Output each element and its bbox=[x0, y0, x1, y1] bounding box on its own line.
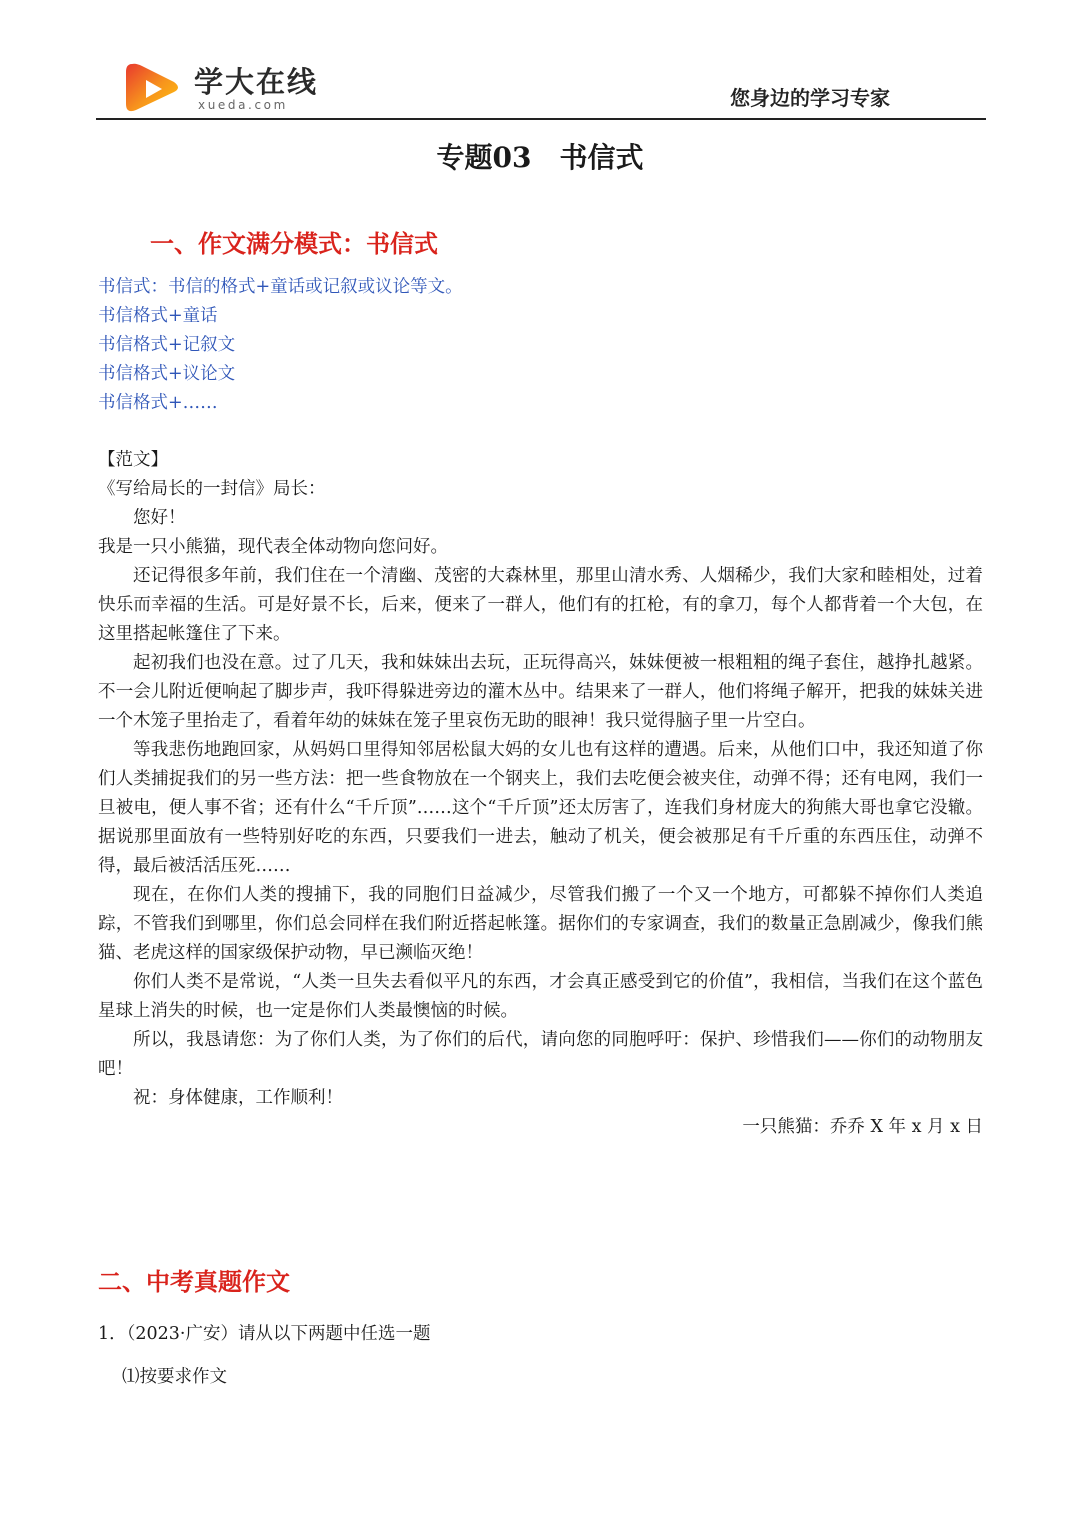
sample-essay bbox=[98, 446, 983, 1142]
essay-paragraph: 你们人类不是常说，“人类一旦失去看似平凡的东西，才会真正感受到它的价值”，我相信，当我们在这个蓝色星球上消失的时候，也一定是你们人类最懊恼的时候。 bbox=[98, 972, 983, 1021]
essay-paragraph: 还记得很多年前，我们住在一个清幽、茂密的大森林里，那里山清水秀、人烟稀少，我们大家和睦相处，过着快乐而幸福的生活。可是好景不长，后来，便来了一群人，他们有的扛枪，有的拿刀，每个人都背着一个大包，在这里搭起帐篷住了下来。 bbox=[98, 566, 983, 644]
essay-label: 【范文】 bbox=[98, 450, 168, 470]
header-slogan: 您身边的学习专家 bbox=[730, 86, 890, 110]
section-heading-2: 二、中考真题作文 bbox=[98, 1267, 290, 1296]
format-list bbox=[98, 273, 988, 418]
page-header bbox=[96, 52, 986, 120]
format-line: 书信格式+议论文 bbox=[98, 364, 236, 384]
section-heading-1: 一、作文满分模式：书信式 bbox=[150, 229, 438, 258]
essay-paragraph: 所以，我恳请您：为了你们人类，为了你们的后代，请向您的同胞呼吁：保护、珍惜我们——你们的动物朋友吧！ bbox=[98, 1030, 983, 1079]
essay-intro: 我是一只小熊猫，现代表全体动物向您问好。 bbox=[98, 537, 448, 557]
essay-greeting: 您好！ bbox=[133, 508, 186, 528]
format-line: 书信式：书信的格式+童话或记叙或议论等文。 bbox=[98, 277, 463, 297]
essay-paragraph: 起初我们也没在意。过了几天，我和妹妹出去玩，正玩得高兴，妹妹便被一根粗粗的绳子套住，越挣扎越紧。不一会儿附近便响起了脚步声，我吓得躲进旁边的灌木丛中。结果来了一群人，他们将绳子解开，把我的妹妹关进一个木笼子里抬走了，看着年幼的妹妹在笼子里哀伤无助的眼神！我只觉得脑子里一片空白。 bbox=[98, 653, 983, 731]
essay-title-line: 《写给局长的一封信》局长： bbox=[98, 479, 326, 499]
brand-domain: xueda.com bbox=[198, 98, 288, 112]
question-1: 1．（2023·广安）请从以下两题中任选一题 bbox=[98, 1324, 431, 1344]
brand-name: 学大在线 bbox=[194, 65, 319, 99]
essay-paragraph: 现在，在你们人类的搜捕下，我的同胞们日益减少，尽管我们搬了一个又一个地方，可都躲不掉你们人类追踪，不管我们到哪里，你们总会同样在我们附近搭起帐篷。据你们的专家调查，我们的数量正急剧减少，像我们熊猫、老虎这样的国家级保护动物，早已濒临灭绝！ bbox=[98, 885, 983, 963]
essay-closing: 祝：身体健康，工作顺利！ bbox=[133, 1088, 343, 1108]
essay-paragraph: 等我悲伤地跑回家，从妈妈口里得知邻居松鼠大妈的女儿也有这样的遭遇。后来，从他们口中，我还知道了你们人类捕捉我们的另一些方法：把一些食物放在一个钢夹上，我们去吃便会被夹住，动弹不得；还有电网，我们一旦被电，便人事不省；还有什么“千斤顶”……这个“千斤顶”还太厉害了，连我们身材庞大的狗熊大哥也拿它没辙。据说那里面放有一些特别好吃的东西，只要我们一进去，触动了机关，便会被那足有千斤重的东西压住，动弹不得，最后被活活压死…… bbox=[98, 740, 983, 876]
format-line: 书信格式+…… bbox=[98, 393, 218, 413]
format-line: 书信格式+记叙文 bbox=[98, 335, 236, 355]
xueda-logo-icon bbox=[122, 60, 186, 116]
question-1-sub: ⑴按要求作文 bbox=[122, 1367, 227, 1387]
essay-signature: 一只熊猫：乔乔 X 年 x 月 x 日 bbox=[742, 1117, 983, 1137]
page-title: 专题03 书信式 bbox=[436, 141, 644, 174]
format-line: 书信格式+童话 bbox=[98, 306, 218, 326]
